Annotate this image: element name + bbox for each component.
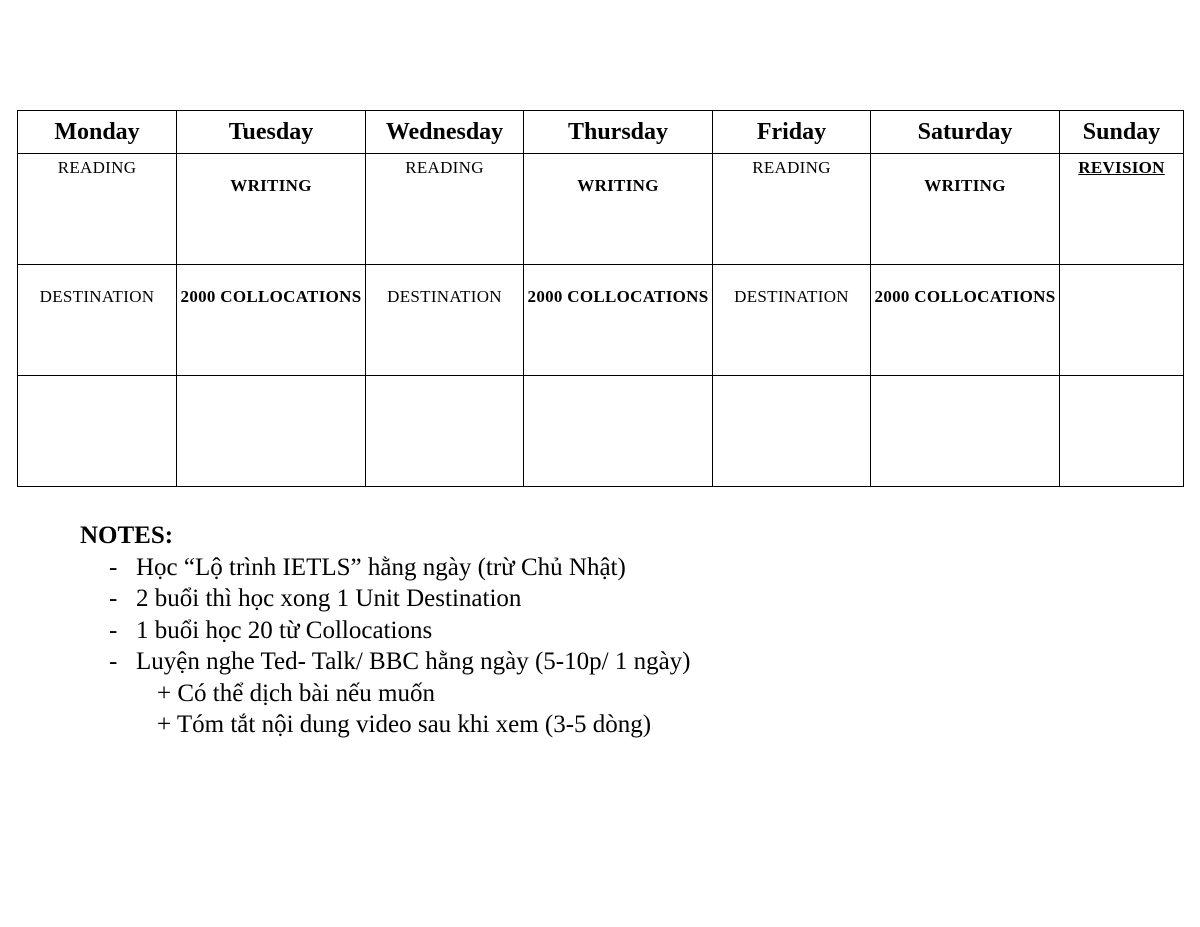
table-cell bbox=[177, 376, 366, 487]
bullet-dash: - bbox=[109, 648, 118, 675]
cell-text bbox=[366, 376, 523, 377]
table-cell bbox=[177, 154, 366, 265]
cell-text: WRITING bbox=[230, 176, 312, 195]
cell-text bbox=[1060, 376, 1183, 377]
day-header-saturday: Saturday bbox=[871, 111, 1060, 154]
table-cell bbox=[366, 376, 524, 487]
note-item bbox=[80, 583, 691, 615]
bullet-dash: - bbox=[109, 616, 118, 644]
cell-text: DESTINATION bbox=[39, 287, 155, 306]
cell-text bbox=[524, 376, 712, 377]
note-text: Học “Lộ trình IETLS” hằng ngày (trừ Chủ Nhật) bbox=[136, 553, 626, 581]
table-cell bbox=[871, 376, 1060, 487]
cell-text: READING bbox=[57, 158, 137, 177]
table-cell bbox=[177, 265, 366, 376]
table-cell bbox=[713, 154, 871, 265]
day-header-thursday: Thursday bbox=[524, 111, 713, 154]
cell-text: 2000 COLLOCATIONS bbox=[180, 287, 362, 306]
day-header-friday: Friday bbox=[713, 111, 871, 154]
notes-title: NOTES: bbox=[80, 522, 174, 549]
note-item bbox=[80, 646, 691, 678]
cell-text bbox=[177, 376, 365, 377]
note-text: 1 buổi học 20 từ Collocations bbox=[136, 616, 433, 644]
cell-text: 2000 COLLOCATIONS bbox=[527, 287, 709, 306]
cell-text: REVISION bbox=[1078, 158, 1165, 177]
note-item bbox=[80, 552, 691, 584]
day-header-wednesday: Wednesday bbox=[366, 111, 524, 154]
weekly-schedule-table bbox=[17, 110, 1184, 487]
table-cell bbox=[524, 265, 713, 376]
table-row bbox=[18, 154, 1184, 265]
table-cell bbox=[18, 376, 177, 487]
cell-text: DESTINATION bbox=[387, 287, 502, 306]
table-cell bbox=[366, 154, 524, 265]
table-cell bbox=[1060, 154, 1184, 265]
table-cell bbox=[1060, 265, 1184, 376]
cell-text: READING bbox=[405, 158, 484, 177]
table-row bbox=[18, 376, 1184, 487]
cell-text bbox=[871, 376, 1059, 377]
table-cell bbox=[871, 154, 1060, 265]
bullet-dash: - bbox=[109, 553, 118, 581]
cell-text bbox=[18, 376, 176, 377]
bullet-dash: - bbox=[109, 585, 118, 612]
cell-text: 2000 COLLOCATIONS bbox=[874, 287, 1056, 306]
cell-text bbox=[713, 376, 870, 377]
cell-text: READING bbox=[752, 158, 831, 177]
table-cell bbox=[524, 376, 713, 487]
table-cell bbox=[871, 265, 1060, 376]
table-cell bbox=[18, 265, 177, 376]
cell-text bbox=[1060, 265, 1183, 266]
note-item bbox=[80, 615, 691, 647]
day-header-sunday: Sunday bbox=[1060, 111, 1184, 154]
table-cell bbox=[18, 154, 177, 265]
cell-text: DESTINATION bbox=[734, 287, 849, 306]
cell-text: WRITING bbox=[924, 176, 1006, 195]
table-row bbox=[18, 265, 1184, 376]
cell-text: WRITING bbox=[577, 176, 659, 195]
table-cell bbox=[1060, 376, 1184, 487]
header-row bbox=[18, 111, 1184, 154]
day-header-tuesday: Tuesday bbox=[177, 111, 366, 154]
table-cell bbox=[524, 154, 713, 265]
note-subitem: + Tóm tắt nội dung video sau khi xem (3-5 dòng) bbox=[157, 711, 652, 738]
note-text: 2 buổi thì học xong 1 Unit Destination bbox=[136, 585, 522, 612]
notes-section bbox=[80, 520, 691, 741]
note-subitem: + Có thể dịch bài nếu muốn bbox=[157, 679, 435, 707]
day-header-monday: Monday bbox=[18, 111, 177, 154]
table-cell bbox=[713, 376, 871, 487]
table-cell bbox=[366, 265, 524, 376]
table-cell bbox=[713, 265, 871, 376]
note-text: Luyện nghe Ted- Talk/ BBC hằng ngày (5-10p/ 1 ngày) bbox=[136, 648, 691, 675]
